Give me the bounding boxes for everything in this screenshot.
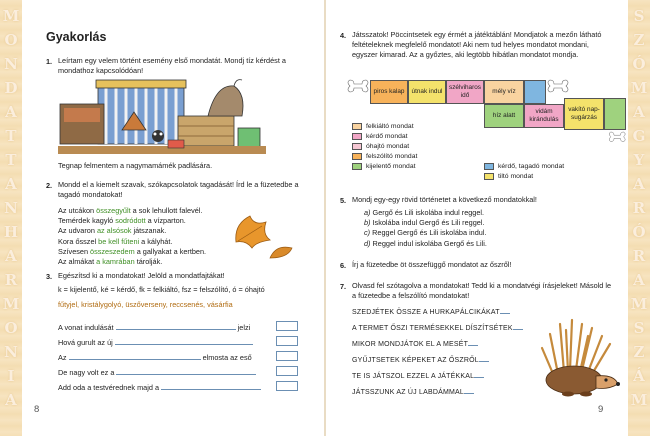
margin-letter: H [3,223,19,241]
sentence-type-box[interactable] [276,351,298,361]
small-leaf-icon [268,244,294,262]
margin-letter: Ó [632,55,646,73]
board-cell[interactable]: híz alatt [484,104,524,128]
margin-letter: O [4,319,18,337]
sentence-type-box[interactable] [276,366,298,376]
exercise-3-instruction: Egészítsd ki a mondatokat! Jelöld a mondatfajtákat! [58,271,225,280]
margin-letter: N [4,343,18,361]
punctuation-blank[interactable] [464,388,474,394]
list-item: d) Reggel indul iskolába Gergő és Lili. [364,238,487,248]
margin-letter: R [632,199,646,217]
legend-swatch [352,153,362,160]
margin-letter: A [5,103,17,121]
margin-letter: A [633,175,645,193]
sentence-line: Szívesen összeszedem a gallyakat a kertben. [58,246,207,256]
margin-letter: M [2,7,20,25]
margin-letter: A [5,175,17,193]
exercise-2-instruction: Mondd el a kiemelt szavak, szókapcsolatok tagadását! Írd le a füzetedbe a tagadó mondatokat! [58,180,299,200]
word-bank: fűtyjel, kristálygolyó, üszőverseny, reccsenés, vásárfia [58,300,233,309]
margin-letter: G [632,127,646,145]
highlighted-phrase: összeszedem [90,246,135,256]
board-cell[interactable]: piros kalap [370,80,408,104]
exercise-1-number: 1. [46,57,53,66]
board-cell[interactable]: mély víz [484,80,524,104]
fill-line-1: A vonat indulását jelzi [58,323,251,332]
highlighted-phrase: összegyűlt [96,206,131,215]
board-cell-empty[interactable] [604,98,626,130]
punctuation-blank[interactable] [500,308,510,314]
margin-letter: N [4,55,18,73]
margin-letter: Y [633,151,645,169]
caps-sentence: GYŰJTSETEK KÉPEKET AZ ŐSZRŐL [352,353,542,369]
exercise-2-number: 2. [46,181,53,190]
attic-illustration [58,76,266,160]
legend-swatch [484,173,494,180]
list-item: a) Gergő és Lili iskolába indul reggel. [364,208,485,217]
legend-swatch [352,143,362,150]
margin-letter: O [4,31,18,49]
mode-key: k = kijelentő, ké = kérdő, fk = felkiáltó, fsz = felszólító, ó = óhajtó [58,285,265,294]
exercise-1-caption: Tegnap felmentem a nagymamámék padlására. [58,161,213,170]
exercise-7-sentences [352,305,542,401]
exercise-5-list [364,208,614,249]
exercise-4-number: 4. [340,31,347,40]
hedgehog-illustration [538,318,624,400]
legend-item: óhajtó mondat [352,142,417,152]
legend-swatch [352,133,362,140]
board-cell-empty[interactable] [524,80,546,104]
exercise-7-instruction: Olvasd fel szótagolva a mondatokat! Tedd ki a mondatvégi írásjeleket! Másold le a füzetedbe a felszólító mondatokat! [352,281,612,301]
board-cell[interactable]: vakító nap-sugárzás [564,98,604,130]
caps-sentence: JÁTSSZUNK AZ ÚJ LABDÁMMAL [352,385,542,401]
margin-letter: M [630,391,648,409]
sentence-line: Az udvaron az alsósok játszanak. [58,226,167,236]
legend-item: felszólító mondat [352,152,417,162]
exercise-2-sentences [58,206,248,267]
right-margin-letters [628,0,650,436]
fill-line-2: Hová gurult az új [58,337,253,348]
margin-letter: A [633,103,645,121]
margin-letter: Á [633,367,645,385]
punctuation-blank[interactable] [479,356,489,362]
margin-letter: N [4,199,18,217]
margin-letter: M [630,79,648,97]
fill-line-4: De nagy volt ez a [58,367,256,378]
punctuation-blank[interactable] [474,372,484,378]
sentence-line: Kora ősszel be kell fűteni a kályhát. [58,236,173,246]
margin-letter: A [5,247,17,265]
exercise-6-number: 6. [340,261,347,270]
highlighted-phrase: sodródott [115,216,146,226]
punctuation-blank[interactable] [468,340,478,346]
sentence-line: Temérdek kagyló sodródott a vízparton. [58,216,186,226]
board-cell[interactable]: szélviharos idő [446,80,484,104]
punctuation-blank[interactable] [513,324,523,330]
exercise-7-number: 7. [340,282,347,291]
legend-right [484,162,564,182]
caps-sentence: SZEDJÉTEK ÖSSZE A HURKAPÁLCIKÁKAT [352,305,542,321]
margin-letter: D [4,79,18,97]
legend-item: tiltó mondat [484,172,564,182]
legend-item: kijelentő mondat [352,162,417,172]
legend-item: kérdő mondat [352,132,417,142]
margin-letter: A [633,271,645,289]
board-cell[interactable]: útnak indul [408,80,446,104]
blank-input[interactable] [116,322,236,330]
sentence-type-box[interactable] [276,381,298,391]
margin-letter: R [632,247,646,265]
sentence-type-box[interactable] [276,321,298,331]
margin-letter: S [633,319,645,337]
highlighted-phrase: az alsósok [96,226,132,236]
page-number-right: 9 [598,404,604,415]
margin-letter: R [4,271,18,289]
margin-letter: Z [633,31,645,49]
legend-left [352,122,417,172]
margin-letter: M [2,295,20,313]
margin-letter: I [7,367,15,385]
margin-letter: Z [633,343,645,361]
fill-line-5: Add oda a testvérednek majd a [58,382,261,393]
page-number-left: 8 [34,404,40,415]
fill-line-3: Az elmosta az eső [58,353,252,362]
caps-sentence: A TERMET ŐSZI TERMÉSEKKEL DÍSZÍTSÉTEK [352,321,542,337]
book-gutter [324,0,326,436]
blank-input[interactable] [115,337,253,345]
highlighted-phrase: be kell fűteni [98,236,140,246]
sentence-line: Az utcákon összegyűlt a sok lehullott falevél. [58,206,203,215]
exercise-6-instruction: Írj a füzetedbe öt összefüggő mondatot az őszről! [352,260,512,269]
exercise-3-number: 3. [46,272,53,281]
margin-letter: Ó [632,223,646,241]
highlighted-phrase: a kamrában [96,257,135,267]
exercise-1-instruction: Leírtam egy velem történt esemény első mondatát. Mondj tíz kérdést a mondathoz kapcsolódóan! [58,56,286,76]
margin-letter: S [633,7,645,25]
margin-letter: A [5,391,17,409]
legend-swatch [352,163,362,170]
page-title: Gyakorlás [46,30,107,44]
sentence-type-box[interactable] [276,336,298,346]
legend-swatch [352,123,362,130]
list-item: b) Iskolába indul Gergő és Lili reggel. [364,218,485,228]
exercise-4-instruction: Játsszatok! Pöccintsetek egy érmét a játéktáblán! Mondjatok a mezőn látható feltételeknek megfelelő mondatot! Aki nem tud helyes mondatot mondani, egyszer kimarad. Az a győztes, aki legtöbb hibátlan mondatot mondja. [352,30,602,60]
left-margin-letters [0,0,22,436]
caps-sentence: TE IS JÁTSZOL EZZEL A JÁTÉKKAL [352,369,542,385]
margin-letter: T [5,127,17,145]
blank-input[interactable] [161,382,261,390]
exercise-5-instruction: Mondj egy-egy rövid történetet a következő mondatokkal! [352,195,537,204]
caps-sentence: MIKOR MONDJÁTOK EL A MESÉT [352,337,542,353]
legend-swatch [484,163,494,170]
legend-item: felkiáltó mondat [352,122,417,132]
list-item: c) Reggel Gergő és Lili iskolába indul. [364,228,487,238]
sentence-line: Az almákat a kamrában tárolják. [58,257,163,267]
margin-letter: M [630,295,648,313]
autumn-leaf-icon [232,212,272,250]
blank-input[interactable] [116,367,256,375]
blank-input[interactable] [69,352,201,360]
exercise-5-number: 5. [340,196,347,205]
margin-letter: T [5,151,17,169]
legend-item: kérdő, tagadó mondat [484,162,564,172]
board-cell[interactable]: vidám kirándulás [524,104,564,128]
